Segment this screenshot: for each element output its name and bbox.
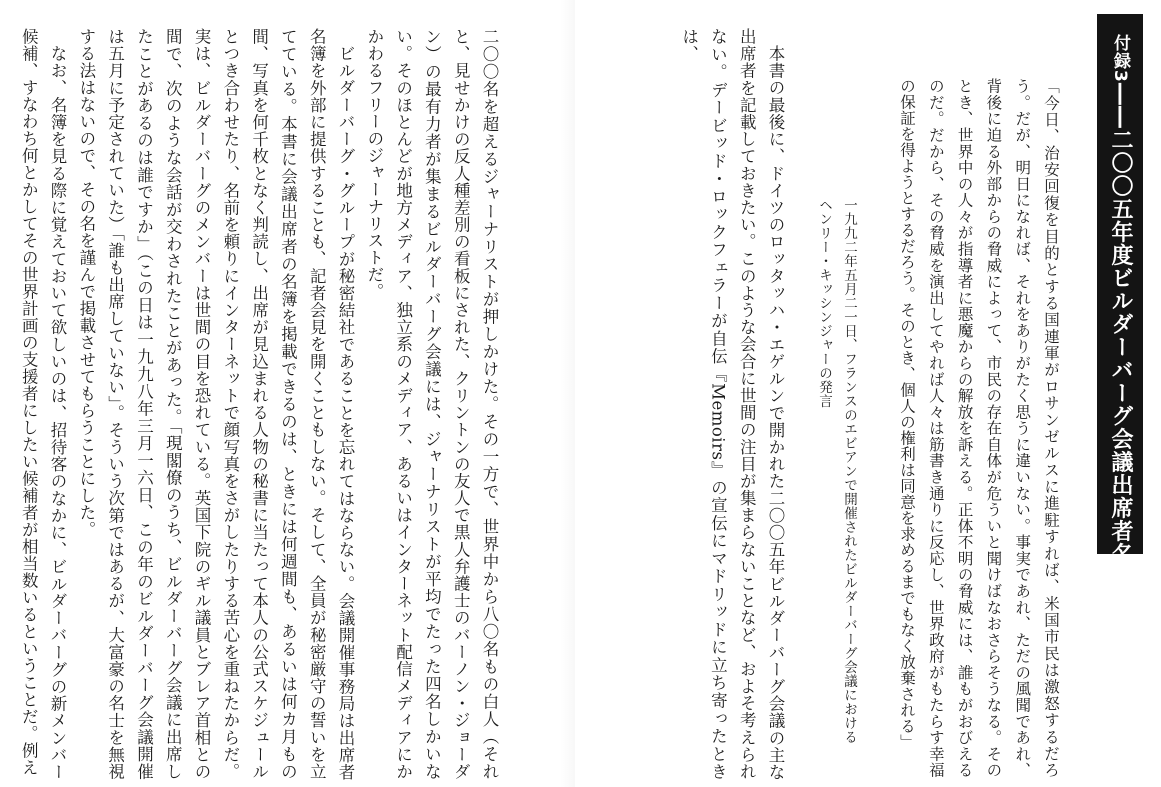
right-page-body xyxy=(669,28,789,780)
left-paragraph-3: なお、名簿を見る際に覚えておいて欲しいのは、招待客のなかに、ビルダーバーグの新メンバー候補、すなわち何とかしてその世界計画の支援者にしたい候補者が相当数いるということだ。例え xyxy=(19,28,68,780)
right-paragraph-1: 本書の最後に、ドイツのロッタッハ・エゲルンで開かれた二〇〇五年ビルダーバーグ会議の主な出席者を記載しておきたい。このような会合に世間の注目が集まらないことなど、およそ考えられない。デービッド・ロックフェラーが自伝『Memoirs』の宣伝にマドリッドに立ち寄ったときは、 xyxy=(679,28,785,780)
attribution-speaker: ヘンリー・キッシンジャーの発言 xyxy=(816,198,832,408)
left-page xyxy=(0,0,575,787)
left-paragraph-1: 二〇〇名を超えるジャーナリストが押しかけた。その一方で、世界中から八〇名もの白人（それと、見せかけの反人種差別の看板にされた、クリントンの友人で黒人弁護士のバーノン・ジョーダン）の最有力者が集まるビルダーバーグ会議には、ジャーナリストが平均でたった四名しかいない。そのほとんどが地方メディア、独立系のメディア、あるいはインターネット配信メディアにかかわるフリーのジャーナリストだ。 xyxy=(364,28,499,780)
chapter-title: 二〇〇五年度ビルダーバーグ会議出席者名簿 xyxy=(1108,128,1133,589)
attribution-event: 一九九二年五月二一日、フランスのエビアンで開催されたビルダーバーグ会議における xyxy=(841,198,857,744)
left-paragraph-2: ビルダーバーグ・グループが秘密結社であることを忘れてはならない。会議開催事務局は出席者名簿を外部に提供することも、記者会見を開くこともしない。そして、全員が秘密厳守の誓いを立てている。本書に会議出席者の名簿を掲載できるのは、ときには何週間も、あるいは何カ月もの間、写真を何千枚となく判読し、出席が見込まれる人物の秘書に当たって本人の公式スケジュールとつき合わせたり、名前を頼りにインターネットで顔写真をさがしたりする苦心を重ねたからだ。実は、ビルダーバーグのメンバーは世間の目を恐れている。英国下院のギル議員とブレア首相との間で、次のような会話が交わされたことがあった。「現閣僚のうち、ビルダーバーグ会議に出席したことがあるのは誰ですか」（この日は一九九八年三月一六日、この年のビルダーバーグ会議開催は五月に予定されていた）「誰も出席していない」。そういう次第ではあるが、大富豪の名士を無視する法はないので、その名を謹んで掲載させてもらうことにした。 xyxy=(76,28,356,780)
chapter-heading-bar xyxy=(1097,14,1143,589)
epigraph-quote xyxy=(865,78,1065,778)
quote-text: 「今日、治安回復を目的とする国連軍がロサンゼルスに進駐すれば、米国市民は激怒するだろう。だが、明日になれば、それをありがたく思うに違いない。事実であれ、ただの風聞であれ、背後に迫る外部からの脅威によって、市民の存在自体が危ういと聞けばなおさらそうなる。そのとき、世界中の人々が指導者に悪魔からの解放を訴える。正体不明の脅威には、誰もがおびえるのだ。だから、その脅威を演出してやれば人々は筋書き通りに反応し、世界政府がもたらす幸福の保証を得ようとするだろう。そのとき、個人の権利は同意を求めるまでもなく放棄される」 xyxy=(898,78,1060,778)
appendix-label: 付録3 xyxy=(1110,34,1130,83)
chapter-heading xyxy=(1097,14,1143,589)
chapter-dash: ―― xyxy=(1108,82,1133,129)
quote-attribution xyxy=(801,198,861,778)
left-page-body xyxy=(19,28,503,780)
